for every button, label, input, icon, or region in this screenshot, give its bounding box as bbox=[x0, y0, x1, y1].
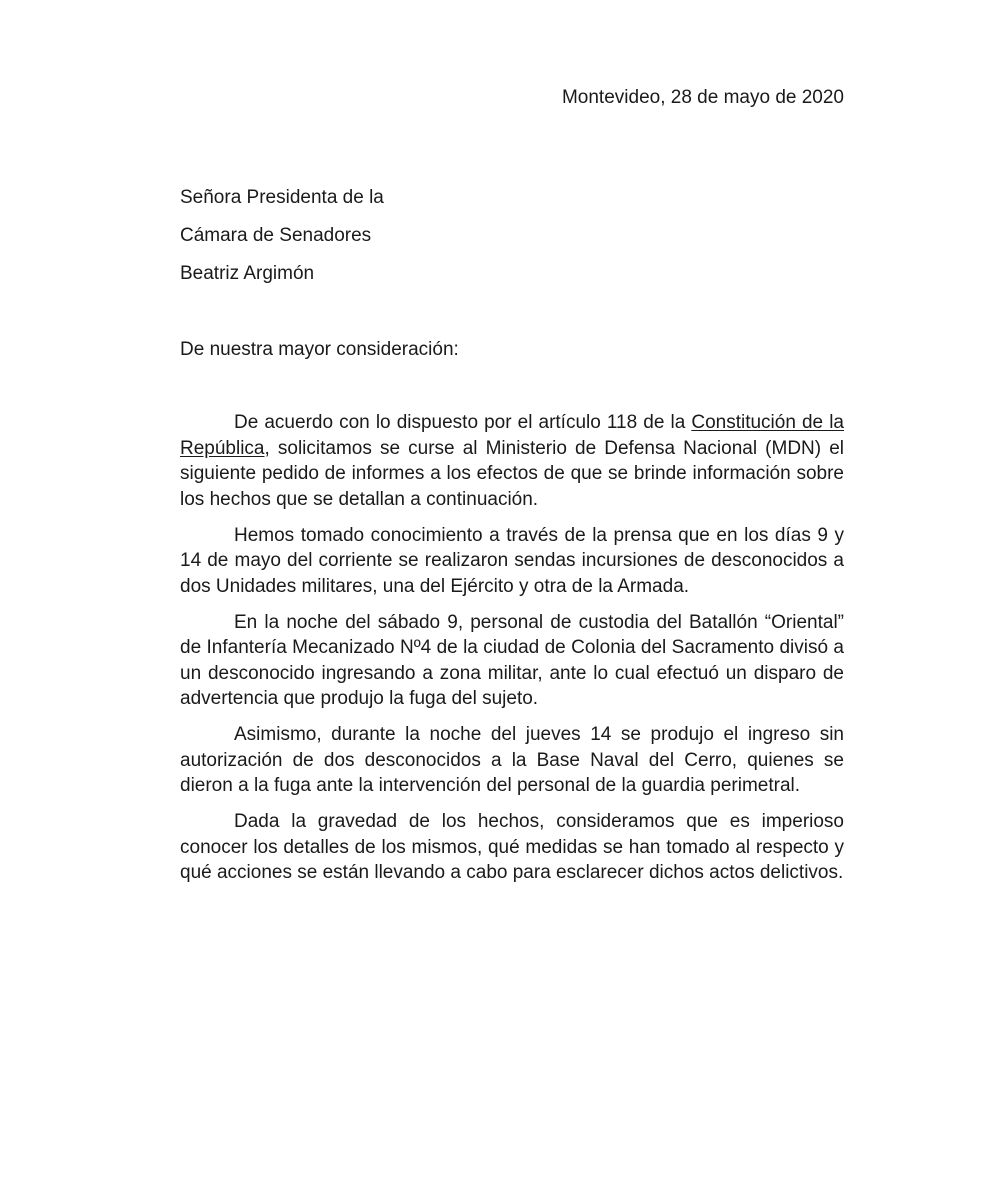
letter-body bbox=[180, 410, 844, 896]
paragraph-colonia-incident: En la noche del sábado 9, personal de custodia del Batallón “Oriental” de Infantería Mecanizado Nº4 de la ciudad de Colonia del Sacramento divisó a un desconocido ingresando a zona militar, ante lo cual efectuó un disparo de advertencia que produjo la fuga del sujeto. bbox=[180, 611, 844, 709]
date-line: Montevideo, 28 de mayo de 2020 bbox=[561, 87, 844, 108]
paragraph-request bbox=[180, 410, 844, 512]
recipient-line-chamber: Cámara de Senadores bbox=[180, 225, 372, 246]
paragraph-press-report: Hemos tomado conocimiento a través de la prensa que en los días 9 y 14 de mayo del corriente se realizaron sendas incursiones de desconocidos a dos Unidades militares, una del Ejército y otra de la Armada. bbox=[180, 524, 844, 597]
salutation: De nuestra mayor consideración: bbox=[180, 339, 459, 360]
paragraph-request-intro: De acuerdo con lo dispuesto por el artículo 118 de la bbox=[234, 412, 692, 433]
recipient-line-name: Beatriz Argimón bbox=[180, 263, 315, 284]
paragraph-conclusion: Dada la gravedad de los hechos, consideramos que es imperioso conocer los detalles de los mismos, qué medidas se han tomado al respecto y qué acciones se están llevando a cabo para esclarecer dichos actos delictivos. bbox=[180, 811, 844, 883]
recipient-line-title: Señora Presidenta de la bbox=[180, 187, 384, 208]
paragraph-naval-base-incident: Asimismo, durante la noche del jueves 14 se produjo el ingreso sin autorización de dos desconocidos a la Base Naval del Cerro, quienes se dieron a la fuga ante la intervención del personal de la guardia perimetral. bbox=[180, 724, 844, 796]
constitution-link[interactable]: Constitución de la República bbox=[180, 412, 844, 459]
paragraph-request-rest: , solicitamos se curse al Ministerio de Defensa Nacional (MDN) el siguiente pedido de informes a los efectos de que se brinde información sobre los hechos que se detallan a continuación. bbox=[180, 437, 844, 510]
